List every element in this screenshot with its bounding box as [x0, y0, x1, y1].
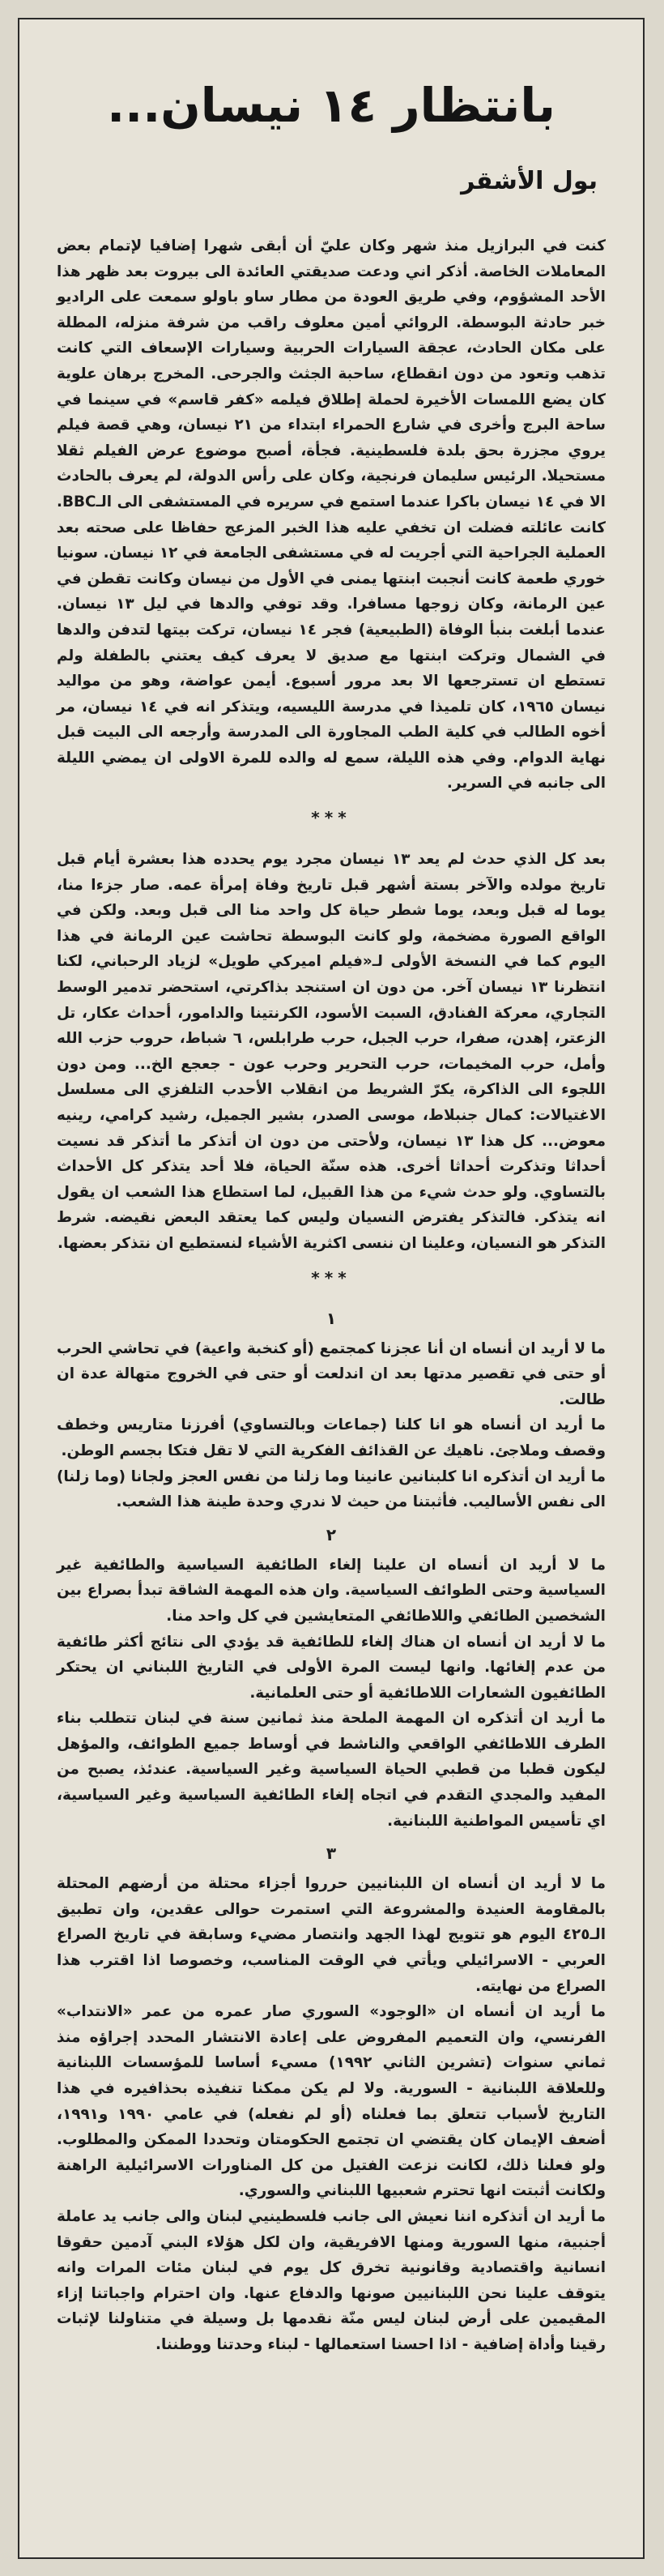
paragraph-s2-3: ما أريد ان أتذكره ان المهمة الملحة منذ ثمانين سنة في لبنان تتطلب بناء الطرف اللاطائفي الواقعي والناشط في أوساط جميع الطوائف، والمؤهل ليكون قطبا من قطبي الحياة السياسية وغير السياسية. عندئذ، يصبح من المفيد والمجدي التقدم في اتجاه إلغاء الطائفية السياسية وغير السياسية، اي تأسيس المواطنية اللبنانية.	[57, 1710, 606, 1830]
section-number-1: ١	[326, 1308, 337, 1328]
paragraph-intro: كنت في البرازيل منذ شهر وكان عليّ أن أبقى شهرا إضافيا لإتمام بعض المعاملات الخاصة. أذكر اني ودعت صديقتي العائدة الى بيروت بعد ظهر هذا الأحد المشؤوم، وفي طريق العودة من مطار ساو باولو سمعت على الراديو خبر حادثة البوسطة. الروائي أمين معلوف راقب من شرفة منزله، المطلة على مكان الحادث، عجقة السيارات الحربية وسيارات الإسعاف التي كانت تذهب وتعود من دون انقطاع، ساحبة الجثث والجرحى. المخرج برهان علوية كان يضع اللمسات الأخيرة لحملة إطلاق فيلمه «كفر قاسم» في سينما في ساحة البرج وأخرى في شارع الحمراء ابتداء من ٢١ نيسان، وهي قصة فيلم يروي مجزرة بحق بلدة فلسطينية. فجأة، أصبح موضوع عرض الفيلم ثقلا مستحيلا. الرئيس سليمان فرنجية، وكان على رأس الدولة، لم يعرف بالحادث الا في ١٤ نيسان باكرا عندما استمع في سريره في المستشفى الى الـBBC. كانت عائلته فضلت ان تخفي عليه هذا الخبر المزعج حفاظا على صحته بعد العملية الجراحية التي أجريت له في مستشفى الجامعة في ١٢ نيسان. سونيا خوري طعمة كانت أنجبت ابنتها يمنى في الأول من نيسان وكانت تقطن في عين الرمانة، وكان زوجها مسافرا. وقد توفي والدها في ليل ١٣ نيسان. عندما أبلغت بنبأ الوفاة (الطبيعية) فجر ١٤ نيسان، تركت بيتها لتدفن والدها في الشمال وتركت ابنتها مع صديق لا يعرف كيف يعتني بالطفلة ولم تستطع ان تسترجعها الا بعد مرور أسبوع. أيمن عواضة، وهو من مواليد نيسان ١٩٦٥، كان تلميذا في مدرسة الليسيه، ويتذكر انه في ١٤ نيسان، مر أخوه الطالب في كلية الطب المجاورة الى المدرسة وأرجعه الى البيت قبل نهاية الدوام. وفي هذه الليلة، سمع له والده للمرة الاولى ان يمضي الليلة الى جانبه في السرير.	[57, 237, 606, 792]
article-body	[57, 233, 606, 2358]
section-divider-stars: ***	[311, 808, 351, 828]
section-divider-stars: ***	[311, 1267, 351, 1288]
paragraph-s2-1: ما لا أريد ان أنساه ان علينا إلغاء الطائفية السياسية والطائفية غير السياسية وحتى الطوائف السياسية. وان هذه المهمة الشاقة تبدأ بصراع بين الشخصين الطائفي واللاطائفي المتعايشين في كل واحد منا.	[57, 1556, 606, 1625]
section-number-2: ٢	[326, 1524, 337, 1544]
author-byline: بول الأشقر	[461, 167, 598, 195]
paragraph-s1-3: ما أريد ان أتذكره انا كلبنانين عانينا وما زلنا من نفس العجز ولجانا (وما زلنا) الى نفس الأساليب. فأثبتنا من حيث لا ندري وحدة طينة هذا الشعب.	[57, 1467, 606, 1511]
headline: بانتظار ١٤ نيسان...	[107, 78, 555, 133]
paragraph-s3-3: ما أريد ان أتذكره اننا نعيش الى جانب فلسطينيي لبنان والى جانب يد عاملة أجنبية، منها السورية ومنها الافريقية، وان لكل هؤلاء البني آدمين حقوقا انسانية واقتصادية وقانونية تخرق كل يوم في لبنان مئات المرات وانه يتوقف علينا نحن اللبنانيين صونها والدفاع عنها. وان احترام واجباتنا إزاء المقيمين على أرض لبنان ليس منّة نقدمها بل وسيلة في متناولنا لإثبات رقينا وأداة إضافية - اذا احسنا استعمالها - لبناء وحدتنا ووطننا.	[57, 2207, 606, 2353]
paragraph-s3-1: ما لا أريد ان أنساه ان اللبنانيين حرروا أجزاء محتلة من أرضهم المحتلة بالمقاومة العنيدة والمشروعة التي استمرت حوالى عقدين، وان تطبيق الـ٤٢٥ اليوم هو تتويج لهذا الجهد وانتصار مضيء وسابقة في تاريخ الصراع العربي - الاسرائيلي ويأتي في الوقت المناسب، وخصوصا اذا اقترب هذا الصراع من نهايته.	[57, 1875, 606, 1995]
paragraph-s2-2: ما لا أريد ان أنساه ان هناك إلغاء للطائفية قد يؤدي الى نتائج أكثر طائفية من عدم إلغائها. وانها ليست المرة الأولى في التاريخ اللبناني ان يحتكر الطائفيون الشعارات اللاطائفية أو حتى العلمانية.	[57, 1633, 606, 1702]
paragraph-s1-2: ما أريد ان أنساه هو انا كلنا (جماعات وبالتساوي) أفرزنا متاريس وخطف وقصف وملاجئ. ناهيك عن القذائف الفكرية التي لا تقل فتكا بجسم الوطن.	[57, 1416, 606, 1459]
paragraph-s3-2: ما أريد ان أنساه ان «الوجود» السوري صار عمره من عمر «الانتداب» الفرنسي، وان التعميم المفروض على إعادة الانتشار المحدد إجراؤه منذ ثماني سنوات (تشرين الثاني ١٩٩٢) مسيء أساسا للمؤسسات اللبنانية وللعلاقة اللبنانية - السورية. ولا لم يكن ممكنا تنفيذه بحذافيره في هذا التاريخ لأسباب تتعلق بما فعلناه (أو لم نفعله) في عامي ١٩٩٠ و١٩٩١، أضعف الإيمان كان يقتضي ان تجتمع الحكومتان وتحددا الممكن والمطلوب. ولو فعلنا ذلك، لكانت نزعت الفتيل من كل المناورات الاسرائيلية الراهنة ولكانت أثبتت انها تحترم شعبيها اللبناني والسوري.	[57, 2003, 606, 2200]
paragraph-s1-1: ما لا أريد ان أنساه ان أنا عجزنا كمجتمع (أو كنخبة واعية) في تحاشي الحرب أو حتى في تقصير مدتها بعد ان اندلعت أو حتى في الخروج متهالة عدة ان طالت.	[57, 1339, 606, 1408]
newspaper-page	[18, 18, 645, 2559]
paragraph-memory: بعد كل الذي حدث لم يعد ١٣ نيسان مجرد يوم يحدده هذا بعشرة أيام قبل تاريخ مولده والآخر بستة أشهر قبل تاريخ وفاة إمرأة عمه. صار جزءا منا، يوما له قبل وبعد، يوما شطر حياة كل واحد منا الى قبل وبعد. ولكن في الواقع الصورة مضخمة، ولو كانت البوسطة تحاشت عين الرمانة في هذا اليوم كما في النسخة الأولى لـ«فيلم اميركي طويل» لزياد الرحباني، لكنا انتظرنا ١٣ نيسان آخر. من دون ان استنجد بذاكرتي، استحضر تدمير الوسط التجاري، معركة الفنادق، السبت الأسود، الكرنتينا والدامور، أحداث عكار، تل الزعتر، إهدن، صفرا، حرب الجبل، حرب طرابلس، ٦ شباط، حروب حزب الله وأمل، حرب المخيمات، حرب التحرير وحرب عون - جعجع الخ... ومن دون اللجوء الى الذاكرة، يكرّ الشريط من انقلاب الأحدب التلفزي الى مسلسل الاغتيالات: كمال جنبلاط، موسى الصدر، بشير الجميل، رشيد كرامي، رينيه معوض... كل هذا ١٣ نيسان، ولأحتى من دون ان أتذكر ما أتذكر قد نسيت أحداثا وتذكرت أحداثا أخرى. هذه سنّة الحياة، فلا أحد يتذكر كل الأحداث بالتساوي. ولو حدث شيء من هذا القبيل، لما استطاع هذا الشعب ان يقول انه يتذكر. فالتذكر يفترض النسيان وليس كما يعتقد البعض نقيضه. شرط التذكر هو النسيان، وعلينا ان ننسى اكثرية الأشياء لنستطيع ان نتذكر بعضها.	[57, 851, 606, 1252]
section-number-3: ٣	[326, 1843, 337, 1864]
